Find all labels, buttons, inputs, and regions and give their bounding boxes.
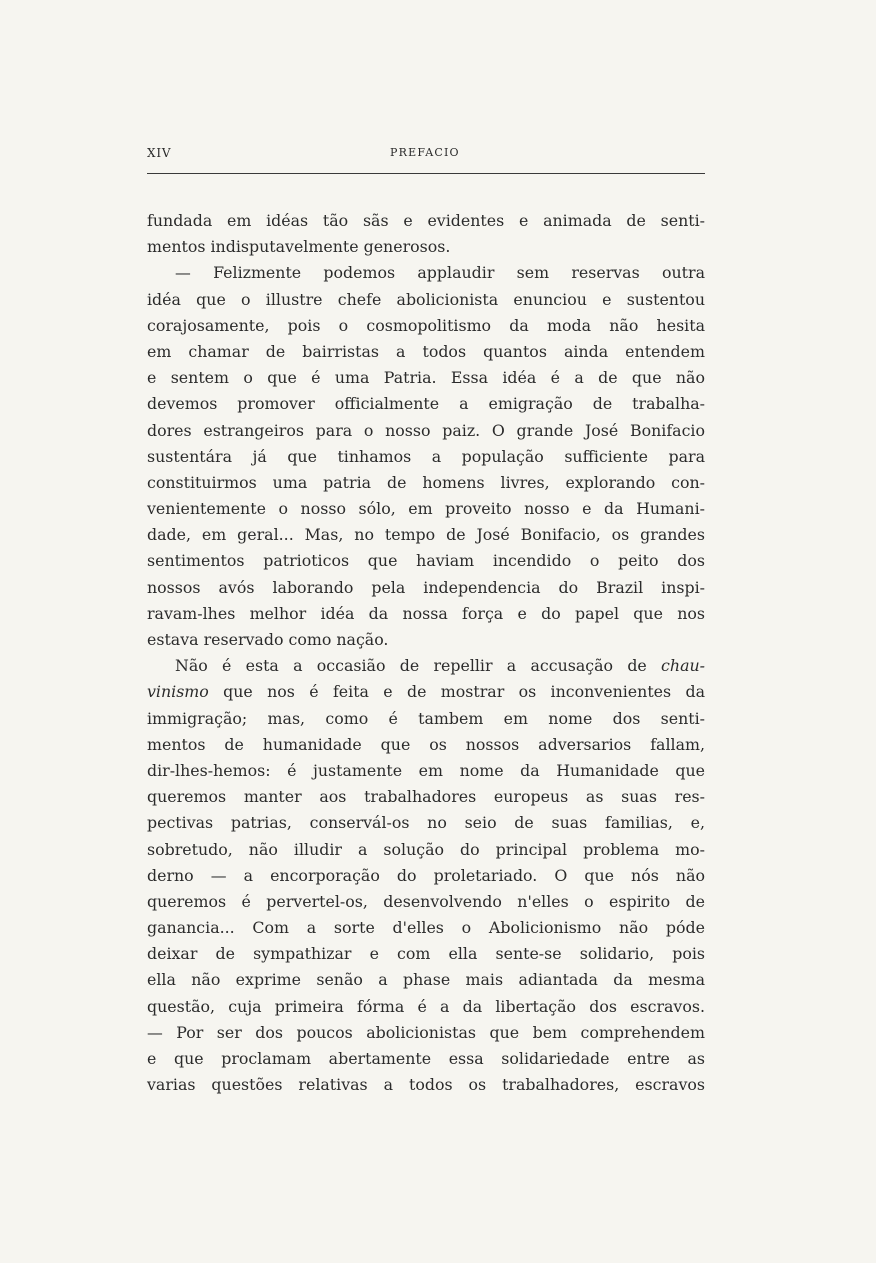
italic-word: chau- <box>661 656 705 676</box>
page-number: XIV <box>147 146 172 160</box>
text-line: sentimentos patrioticos que haviam incendido o peito dos <box>147 551 705 571</box>
text-line: mentos indisputavelmente generosos. <box>147 237 451 257</box>
text-line: ella não exprime senão a phase mais adiantada da mesma <box>147 970 705 990</box>
text-line: e sentem o que é uma Patria. Essa idéa é a de que não <box>147 368 705 388</box>
body-text <box>147 208 705 1098</box>
text-line: dade, em geral... Mas, no tempo de José Bonifacio, os grandes <box>147 525 705 545</box>
text-line: queremos manter aos trabalhadores europeus as suas res- <box>147 787 705 807</box>
text-line: corajosamente, pois o cosmopolitismo da moda não hesita <box>147 315 705 335</box>
text-line <box>147 679 705 705</box>
text-line: pectivas patrias, conservál-os no seio de suas familias, e, <box>147 813 705 833</box>
text-line: deixar de sympathizar e com ella sente-se solidario, pois <box>147 944 705 964</box>
text-line: ganancia... Com a sorte d'elles o Abolicionismo não póde <box>147 918 705 938</box>
text-line: nossos avós laborando pela independencia do Brazil inspi- <box>147 577 705 597</box>
text-line-end: que nos é feita e de mostrar os inconvenientes da <box>208 682 705 702</box>
text-line: immigração; mas, como é tambem em nome dos senti- <box>147 708 705 728</box>
text-line: sobretudo, não illudir a solução do principal problema mo- <box>147 839 705 859</box>
text-line: queremos é pervertel-os, desenvolvendo n'elles o espirito de <box>147 891 705 911</box>
text-line: constituirmos uma patria de homens livres, explorando con- <box>147 472 705 492</box>
header-rule <box>147 173 705 174</box>
text-line: sustentára já que tinhamos a população sufficiente para <box>147 446 705 466</box>
text-line: ravam-lhes melhor idéa da nossa força e do papel que nos <box>147 603 705 623</box>
text-line: e que proclamam abertamente essa solidariedade entre as <box>147 1049 705 1068</box>
page-header <box>147 146 705 168</box>
text-line: estava reservado como nação. <box>147 630 389 649</box>
italic-word: vinismo <box>147 682 209 702</box>
text-line: fundada em idéas tão sãs e evidentes e animada de senti- <box>147 211 705 230</box>
text-line: dir-lhes-hemos: é justamente em nome da Humanidade que <box>147 760 705 780</box>
text-line: mentos de humanidade que os nossos adversarios fallam, <box>147 734 705 754</box>
text-line: varias questões relativas a todos os trabalhadores, escravos <box>147 1075 705 1095</box>
text-line: derno — a encorporação do proletariado. O que nós não <box>147 865 705 885</box>
text-line: dores estrangeiros para o nosso paiz. O grande José Bonifacio <box>147 420 705 440</box>
text-line-start: Não é esta a occasião de repellir a accusação de <box>175 656 662 676</box>
text-line: em chamar de bairristas a todos quantos ainda entendem <box>147 341 705 361</box>
text-line: questão, cuja primeira fórma é a da libertação dos escravos. <box>147 996 705 1016</box>
text-line: devemos promover officialmente a emigração de trabalha- <box>147 394 705 414</box>
text-line <box>147 653 705 679</box>
running-title: PREFACIO <box>390 146 460 159</box>
text-line: idéa que o illustre chefe abolicionista enunciou e sustentou <box>147 289 705 309</box>
text-line: — Por ser dos poucos abolicionistas que bem comprehendem <box>147 1022 705 1042</box>
text-line: — Felizmente podemos applaudir sem reservas outra <box>175 263 705 283</box>
text-line: venientemente o nosso sólo, em proveito nosso e da Humani- <box>147 499 705 519</box>
